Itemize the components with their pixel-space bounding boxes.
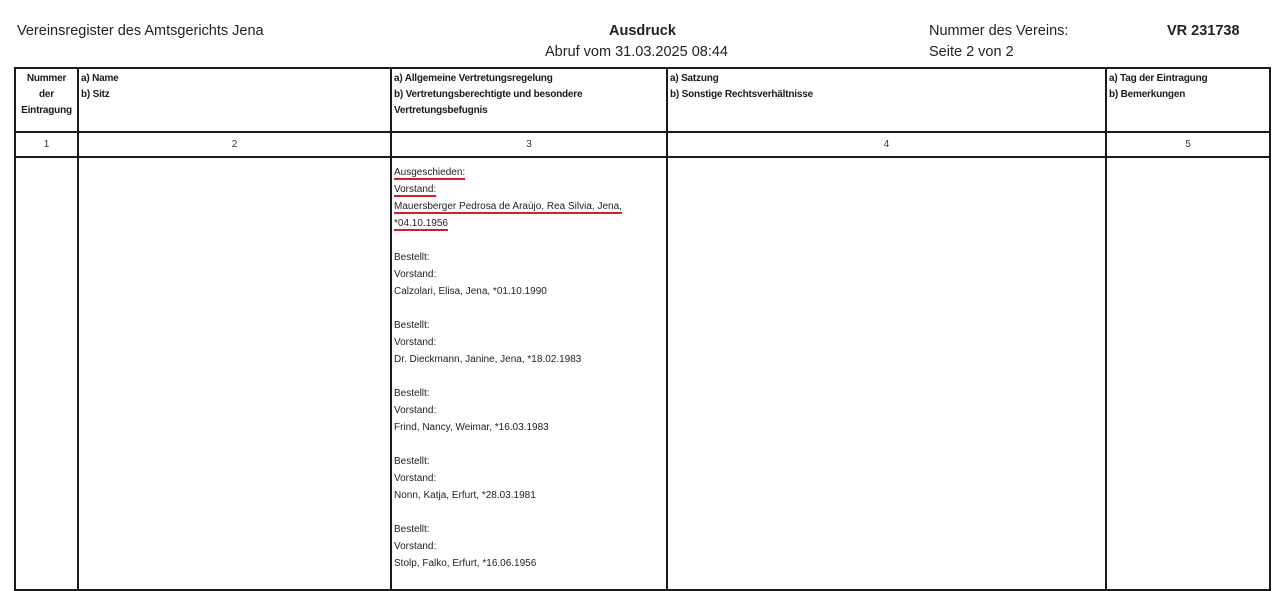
entry-person: Nonn, Katja, Erfurt, *28.03.1981 [394, 490, 536, 501]
register-table [14, 67, 1271, 591]
header-line: Vertretungsbefugnis [394, 105, 488, 116]
board-appointed-entry [394, 385, 664, 436]
header-line: b) Sonstige Rechtsverhältnisse [670, 89, 813, 100]
association-number-label: Nummer des Vereins: [929, 23, 1069, 39]
entry-person: Dr. Dieckmann, Janine, Jena, *18.02.1983 [394, 354, 582, 365]
entry-role: Vorstand: [394, 184, 437, 195]
association-number: VR 231738 [1167, 23, 1240, 39]
header-line: Eintragung [21, 105, 72, 116]
column-number: 3 [391, 132, 667, 157]
header-line: Nummer [26, 73, 67, 84]
register-title: Vereinsregister des Amtsgerichts Jena [17, 23, 264, 39]
header-line: b) Sitz [81, 89, 110, 100]
column-number: 2 [78, 132, 391, 157]
entry-status: Bestellt: [394, 456, 430, 467]
board-removed-entry [394, 164, 664, 232]
entry-role: Vorstand: [394, 269, 437, 280]
entry-number-cell [15, 157, 78, 590]
header-line: a) Name [81, 73, 119, 84]
column-header-row [15, 68, 1270, 132]
entry-status: Bestellt: [394, 320, 430, 331]
entry-status: Bestellt: [394, 524, 430, 535]
board-appointed-entry [394, 317, 664, 368]
entry-person: Frind, Nancy, Weimar, *16.03.1983 [394, 422, 549, 433]
entry-role: Vorstand: [394, 337, 437, 348]
date-remarks-cell [1106, 157, 1270, 590]
column-header-statute [667, 68, 1106, 132]
column-header-date-remarks [1106, 68, 1270, 132]
page-indicator: Seite 2 von 2 [929, 44, 1014, 60]
header-line: b) Vertretungsberechtigte und besondere [394, 89, 583, 100]
column-header-representation [391, 68, 667, 132]
entry-status: Bestellt: [394, 388, 430, 399]
entry-status: Ausgeschieden: [394, 167, 466, 178]
document-type: Ausdruck [609, 23, 676, 39]
column-number-row [15, 132, 1270, 157]
entry-status: Bestellt: [394, 252, 430, 263]
column-number: 5 [1106, 132, 1270, 157]
header-line: a) Tag der Eintragung [1109, 73, 1208, 84]
column-number: 1 [15, 132, 78, 157]
board-appointed-entry [394, 249, 664, 300]
column-header-name-seat [78, 68, 391, 132]
entry-person: Calzolari, Elisa, Jena, *01.10.1990 [394, 286, 547, 297]
entry-person-birthdate: *04.10.1956 [394, 218, 448, 229]
header-line: a) Satzung [670, 73, 719, 84]
header-line: a) Allgemeine Vertretungsregelung [394, 73, 553, 84]
header-line: b) Bemerkungen [1109, 89, 1186, 100]
column-header-entry-number [15, 68, 78, 132]
entry-role: Vorstand: [394, 473, 437, 484]
statute-cell [667, 157, 1106, 590]
entry-person: Stolp, Falko, Erfurt, *16.06.1956 [394, 558, 537, 569]
board-appointed-entry [394, 453, 664, 504]
name-seat-cell [78, 157, 391, 590]
retrieval-timestamp: Abruf vom 31.03.2025 08:44 [545, 44, 728, 60]
entry-role: Vorstand: [394, 541, 437, 552]
entry-row [15, 157, 1270, 590]
board-appointed-entry [394, 521, 664, 572]
entry-person: Mauersberger Pedrosa de Araújo, Rea Silvia, Jena, [394, 201, 622, 212]
representation-cell [391, 157, 667, 590]
column-number: 4 [667, 132, 1106, 157]
header-line: der [39, 89, 54, 100]
entry-role: Vorstand: [394, 405, 437, 416]
